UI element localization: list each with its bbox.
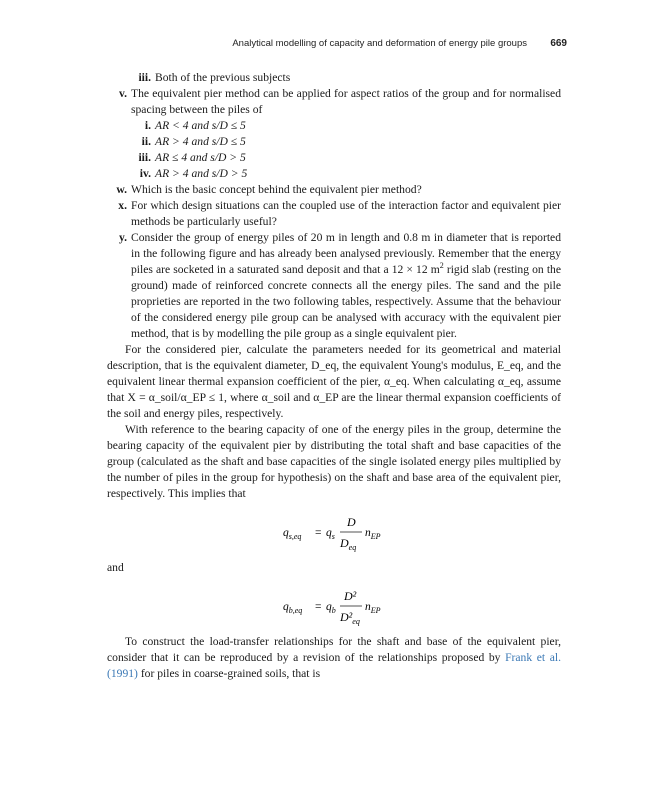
eq1-denominator: $D_{eq}$ [340, 536, 357, 552]
running-header [0, 38, 567, 54]
equation-2-graphic [107, 576, 561, 634]
question-text: For which design situations can the coupled use of the interaction factor and equivalent pier methods be particularly useful? [131, 199, 561, 228]
question-label: x. [118, 199, 127, 212]
question-label: v. [118, 87, 127, 100]
equation-1-graphic [107, 502, 561, 560]
eq2-multiplier: $n_{EP}$ [365, 601, 381, 615]
option-i [107, 118, 561, 134]
eq2-factor: $q_b$ [326, 601, 336, 615]
option-iii [107, 150, 561, 166]
eq2-denominator: $D^2_{eq}$ [340, 610, 360, 626]
question-text-part1: Consider the group of energy piles of 20 m in length and 0.8 m in diameter that is reported in the following figure and has already been analysed previously. Remember that the energy piles are socketed in a saturated sand deposit and that a 12 × 12 m [131, 231, 561, 276]
option-ii [107, 134, 561, 150]
question-w [107, 182, 561, 198]
paragraph-load-transfer [107, 634, 561, 682]
item-label: iii. [138, 71, 151, 84]
question-v [107, 86, 561, 118]
eq1-equals: = [315, 527, 322, 539]
option-text: AR ≤ 4 and s/D > 5 [155, 151, 246, 164]
paragraph-text-end: for piles in coarse-grained soils, that is [137, 667, 321, 680]
connector-and: and [107, 561, 124, 574]
option-label: ii. [141, 135, 151, 148]
paragraph-equivalent-parameters: For the considered pier, calculate the parameters needed for its geometrical and material description, that is the equivalent diameter, D_eq, the equivalent Young's modulus, E_eq, and the equivalent linear thermal expansion coefficient of the pier, α_eq. When calculating α_eq, assume that X = α_soil/α_EP ≤ 1, where α_soil and α_EP are the linear thermal expansion coefficients of the soil and energy piles, respectively. [107, 343, 561, 420]
question-label: w. [116, 183, 127, 196]
question-y [107, 230, 561, 342]
superscript-2: 2 [439, 261, 444, 271]
question-text-part2: rigid slab (resting on the ground) made of reinforced concrete connects all the energy piles. The sand and the pile proprieties are reported in the two following tables, respectively. Assume that the behaviour of the considered energy pile group can be analysed with accuracy with the equivalent pier method, that is by modelling the pile group as a single equivalent pier. [131, 263, 561, 340]
paragraph-text: To construct the load-transfer relationships for the shaft and base of the equivalent pier, consider that it can be reproduced by a revision of the relationships proposed by [107, 635, 561, 664]
option-text: AR > 4 and s/D > 5 [155, 167, 248, 180]
item-text: Both of the previous subjects [155, 71, 291, 84]
eq2-numerator: D² [344, 589, 357, 603]
page-number: 669 [550, 38, 567, 49]
question-x [107, 198, 561, 230]
eq1-multiplier: $n_{EP}$ [365, 527, 381, 541]
eq1-lhs: $q_{s,eq}$ [283, 527, 302, 541]
option-text: AR > 4 and s/D ≤ 5 [155, 135, 246, 148]
option-label: iii. [138, 151, 151, 164]
paragraph-bearing-capacity: With reference to the bearing capacity of one of the energy piles in the group, determine the bearing capacity of the equivalent pier by distributing the total shaft and base capacities of the group (calculated as the shaft and base capacities of the single isolated energy piles multiplied by the number of piles in the group for hypothesis) on the shaft and base area of the equivalent pier, respectively. This implies that [107, 423, 561, 500]
eq2-equals: = [315, 601, 322, 613]
running-title: Analytical modelling of capacity and deformation of energy pile groups [232, 38, 527, 49]
page-body [107, 70, 561, 682]
question-label: y. [118, 231, 127, 244]
citation-link[interactable]: Frank et al. (1991) [107, 651, 561, 680]
option-text: AR < 4 and s/D ≤ 5 [155, 119, 246, 132]
equation-shaft-capacity [107, 502, 561, 560]
equation-base-capacity [107, 576, 561, 634]
list-item-iii-previous [107, 70, 561, 86]
question-text: Which is the basic concept behind the equivalent pier method? [131, 183, 422, 196]
eq1-numerator: D [347, 515, 356, 529]
eq2-lhs: $q_{b,eq}$ [283, 601, 303, 615]
option-label: iv. [139, 167, 151, 180]
option-label: i. [144, 119, 151, 132]
option-iv [107, 166, 561, 182]
question-text: The equivalent pier method can be applied for aspect ratios of the group and for normalised spacing between the piles of [131, 87, 561, 116]
eq1-factor: $q_s$ [326, 527, 335, 541]
